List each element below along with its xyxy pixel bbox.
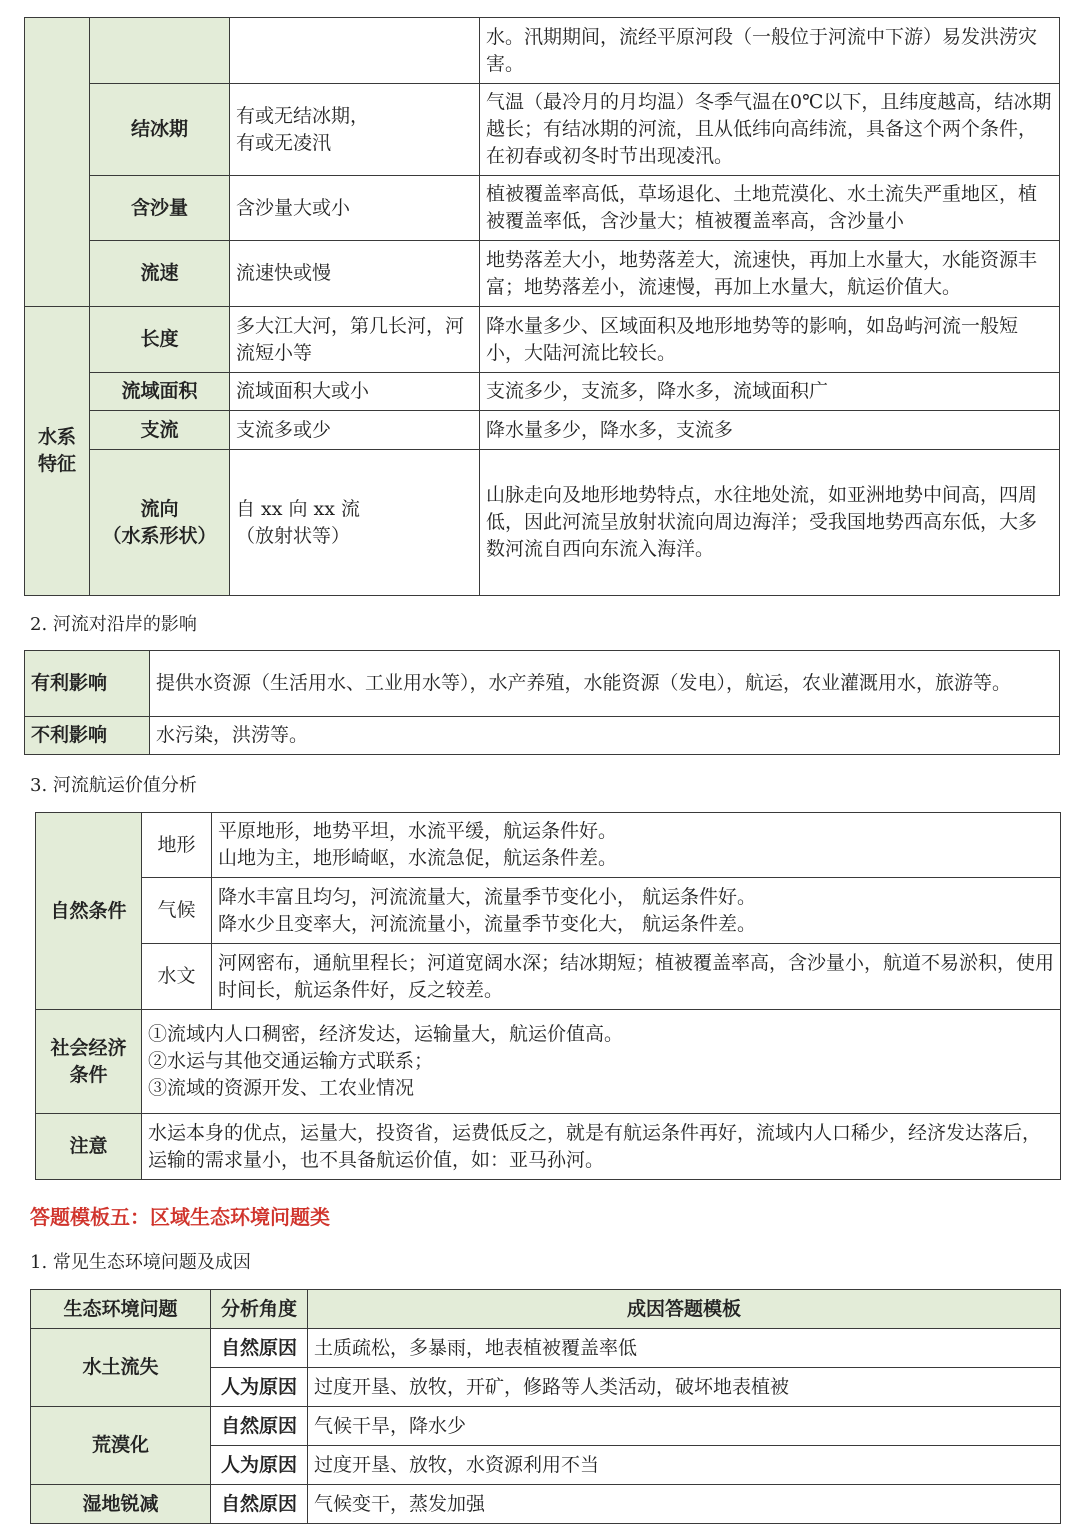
feature-name: 流速 bbox=[90, 241, 230, 307]
feature-description: 支流多或少 bbox=[230, 411, 480, 450]
template-title: 答题模板五：区域生态环境问题类 bbox=[30, 1205, 330, 1229]
feature-name: 支流 bbox=[90, 411, 230, 450]
analysis-angle: 自然原因 bbox=[211, 1407, 308, 1446]
social-conditions-text: ①流域内人口稠密，经济发达，运输量大，航运价值高。 ②水运与其他交通运输方式联系； ③流域的资源开发、工农业情况 bbox=[142, 1010, 1061, 1114]
cause-text: 过度开垦、放牧，水资源利用不当 bbox=[308, 1446, 1061, 1485]
column-header: 生态环境问题 bbox=[31, 1290, 211, 1329]
feature-name: 结冰期 bbox=[90, 84, 230, 176]
analysis-angle: 自然原因 bbox=[211, 1485, 308, 1524]
feature-name bbox=[90, 18, 230, 84]
eco-problem: 湿地锐减 bbox=[31, 1485, 211, 1524]
impact-head: 有利影响 bbox=[25, 651, 150, 717]
note-text: 水运本身的优点，运量大，投资省，运费低反之，就是有航运条件再好，流域内人口稀少，经济发达落后，运输的需求量小，也不具备航运价值，如：亚马孙河。 bbox=[142, 1114, 1061, 1180]
impact-text: 提供水资源（生活用水、工业用水等），水产养殖，水能资源（发电），航运，农业灌溉用水，旅游等。 bbox=[150, 651, 1060, 717]
natural-factor: 地形 bbox=[142, 813, 212, 878]
group-cell-hydrology bbox=[25, 18, 90, 307]
analysis-angle: 人为原因 bbox=[211, 1446, 308, 1485]
natural-conditions-label: 自然条件 bbox=[36, 813, 142, 1010]
feature-description bbox=[230, 18, 480, 84]
eco-problem-table bbox=[30, 1289, 1061, 1524]
hydrology-table bbox=[24, 17, 1060, 596]
table-row bbox=[25, 411, 1060, 450]
feature-description: 含沙量大或小 bbox=[230, 176, 480, 241]
feature-detail: 地势落差大小，地势落差大，流速快，再加上水量大，水能资源丰富；地势落差小，流速慢，再加上水量大，航运价值大。 bbox=[480, 241, 1060, 307]
table-row bbox=[25, 307, 1060, 373]
natural-factor-text: 河网密布，通航里程长；河道宽阔水深；结冰期短；植被覆盖率高，含沙量小，航道不易淤积，使用时间长，航运条件好，反之较差。 bbox=[212, 944, 1061, 1010]
impact-head: 不利影响 bbox=[25, 717, 150, 755]
feature-description: 有或无结冰期， 有或无凌汛 bbox=[230, 84, 480, 176]
feature-description: 自 xx 向 xx 流 （放射状等） bbox=[230, 450, 480, 596]
table-row bbox=[36, 813, 1061, 878]
table-header-row bbox=[31, 1290, 1061, 1329]
table-row bbox=[31, 1407, 1061, 1446]
feature-description: 流域面积大或小 bbox=[230, 373, 480, 411]
feature-detail: 山脉走向及地形地势特点，水往地处流，如亚洲地势中间高，四周低，因此河流呈放射状流向周边海洋；受我国地势西高东低，大多数河流自西向东流入海洋。 bbox=[480, 450, 1060, 596]
feature-name: 流域面积 bbox=[90, 373, 230, 411]
cause-text: 过度开垦、放牧，开矿，修路等人类活动，破坏地表植被 bbox=[308, 1368, 1061, 1407]
table-row bbox=[25, 373, 1060, 411]
section-heading: 2. 河流对沿岸的影响 bbox=[30, 614, 197, 635]
feature-description: 流速快或慢 bbox=[230, 241, 480, 307]
feature-detail: 水。汛期期间，流经平原河段（一般位于河流中下游）易发洪涝灾害。 bbox=[480, 18, 1060, 84]
feature-detail: 植被覆盖率高低，草场退化、土地荒漠化、水土流失严重地区，植被覆盖率低，含沙量大；植被覆盖率高，含沙量小 bbox=[480, 176, 1060, 241]
feature-detail: 气温（最冷月的月均温）冬季气温在0℃以下，且纬度越高，结冰期越长；有结冰期的河流，且从低纬向高纬流，具备这个两个条件，在初春或初冬时节出现凌汛。 bbox=[480, 84, 1060, 176]
table-row bbox=[36, 1114, 1061, 1180]
feature-detail: 支流多少，支流多，降水多，流域面积广 bbox=[480, 373, 1060, 411]
section-heading: 3. 河流航运价值分析 bbox=[30, 775, 197, 796]
analysis-angle: 自然原因 bbox=[211, 1329, 308, 1368]
note-label: 注意 bbox=[36, 1114, 142, 1180]
table-row bbox=[31, 1485, 1061, 1524]
table-row bbox=[36, 878, 1061, 944]
natural-factor: 水文 bbox=[142, 944, 212, 1010]
table-row bbox=[25, 241, 1060, 307]
natural-factor: 气候 bbox=[142, 878, 212, 944]
impact-text: 水污染，洪涝等。 bbox=[150, 717, 1060, 755]
feature-detail: 降水量多少、区域面积及地形地势等的影响，如岛屿河流一般短小，大陆河流比较长。 bbox=[480, 307, 1060, 373]
table-row bbox=[25, 176, 1060, 241]
feature-name: 长度 bbox=[90, 307, 230, 373]
cause-text: 气候变干，蒸发加强 bbox=[308, 1485, 1061, 1524]
table-row bbox=[25, 18, 1060, 84]
table-row bbox=[36, 1010, 1061, 1114]
table-row bbox=[31, 1329, 1061, 1368]
table-row bbox=[25, 450, 1060, 596]
section-heading: 1. 常见生态环境问题及成因 bbox=[30, 1252, 251, 1273]
table-row bbox=[25, 717, 1060, 755]
cause-text: 气候干旱，降水少 bbox=[308, 1407, 1061, 1446]
eco-problem: 水土流失 bbox=[31, 1329, 211, 1407]
natural-factor-text: 平原地形，地势平坦，水流平缓，航运条件好。 山地为主，地形崎岖，水流急促，航运条件差。 bbox=[212, 813, 1061, 878]
column-header: 分析角度 bbox=[211, 1290, 308, 1329]
river-impact-table bbox=[24, 650, 1060, 755]
navigation-value-table bbox=[35, 812, 1061, 1180]
feature-description: 多大江大河，第几长河，河流短小等 bbox=[230, 307, 480, 373]
table-row bbox=[25, 84, 1060, 176]
feature-name: 含沙量 bbox=[90, 176, 230, 241]
cause-text: 土质疏松，多暴雨，地表植被覆盖率低 bbox=[308, 1329, 1061, 1368]
table-row bbox=[36, 944, 1061, 1010]
eco-problem: 荒漠化 bbox=[31, 1407, 211, 1485]
table-row bbox=[25, 651, 1060, 717]
natural-factor-text: 降水丰富且均匀，河流流量大，流量季节变化小， 航运条件好。 降水少且变率大，河流流量小，流量季节变化大， 航运条件差。 bbox=[212, 878, 1061, 944]
social-conditions-label: 社会经济 条件 bbox=[36, 1010, 142, 1114]
group-label: 水系 特征 bbox=[25, 307, 90, 596]
column-header: 成因答题模板 bbox=[308, 1290, 1061, 1329]
analysis-angle: 人为原因 bbox=[211, 1368, 308, 1407]
feature-detail: 降水量多少，降水多，支流多 bbox=[480, 411, 1060, 450]
feature-name: 流向 （水系形状） bbox=[90, 450, 230, 596]
